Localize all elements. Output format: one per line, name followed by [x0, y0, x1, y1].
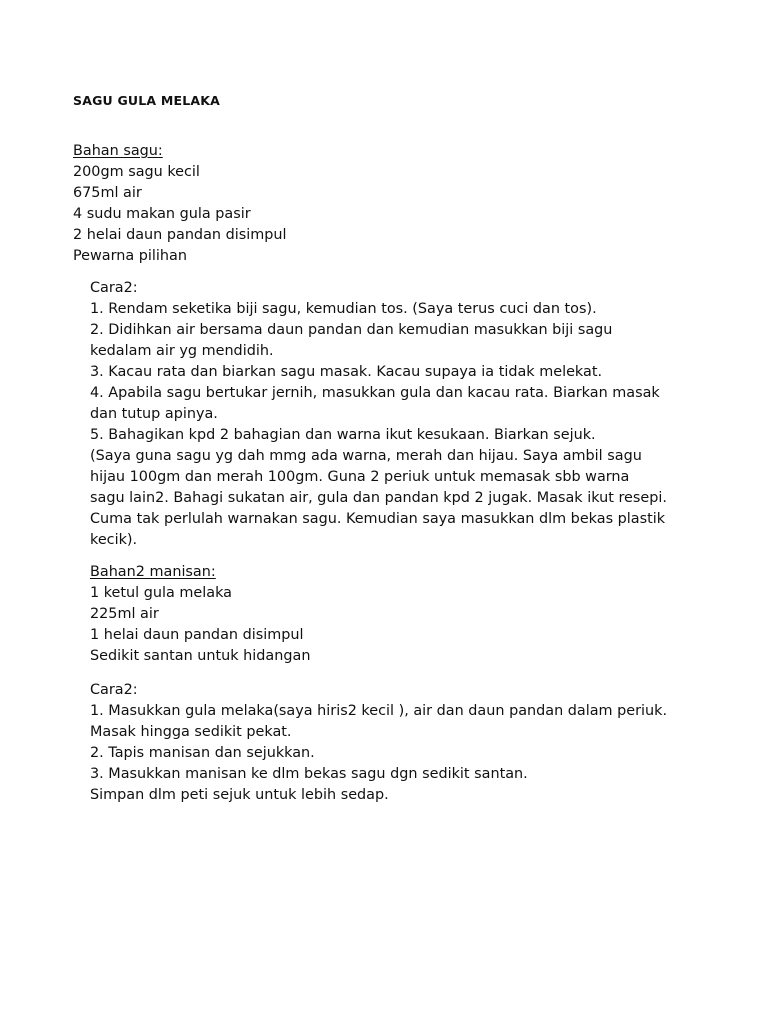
cara-manisan-heading: Cara2:	[90, 682, 138, 698]
ingredient-line: 675ml air	[73, 185, 142, 201]
step-line: hijau 100gm dan merah 100gm. Guna 2 periuk untuk memasak sbb warna	[90, 469, 630, 485]
step-line: 1. Rendam seketika biji sagu, kemudian tos. (Saya terus cuci dan tos).	[90, 301, 597, 317]
bahan-manisan-section	[90, 562, 310, 667]
step-line: 4. Apabila sagu bertukar jernih, masukkan gula dan kacau rata. Biarkan masak	[90, 385, 660, 401]
ingredient-line: 200gm sagu kecil	[73, 164, 200, 180]
step-line: sagu lain2. Bahagi sukatan air, gula dan pandan kpd 2 jugak. Masak ikut resepi.	[90, 490, 667, 506]
step-line: kecik).	[90, 532, 138, 548]
cara-manisan-section	[90, 680, 667, 806]
bahan-sagu-section	[73, 141, 287, 267]
step-line: kedalam air yg mendidih.	[90, 343, 274, 359]
step-line: (Saya guna sagu yg dah mmg ada warna, merah dan hijau. Saya ambil sagu	[90, 448, 642, 464]
ingredient-line: Sedikit santan untuk hidangan	[90, 648, 311, 664]
ingredient-line: 225ml air	[90, 606, 159, 622]
ingredient-line: 1 helai daun pandan disimpul	[90, 627, 304, 643]
recipe-title: SAGU GULA MELAKA	[73, 93, 221, 108]
ingredient-line: Pewarna pilihan	[73, 248, 187, 264]
ingredient-line: 1 ketul gula melaka	[90, 585, 232, 601]
step-line: 3. Kacau rata dan biarkan sagu masak. Kacau supaya ia tidak melekat.	[90, 364, 603, 380]
step-line: dan tutup apinya.	[90, 406, 218, 422]
step-line: Masak hingga sedikit pekat.	[90, 724, 292, 740]
step-line: Cuma tak perlulah warnakan sagu. Kemudian saya masukkan dlm bekas plastik	[90, 511, 666, 527]
bahan-sagu-heading: Bahan sagu:	[73, 143, 163, 159]
bahan-manisan-heading: Bahan2 manisan:	[90, 564, 216, 580]
ingredient-line: 2 helai daun pandan disimpul	[73, 227, 287, 243]
step-line: 3. Masukkan manisan ke dlm bekas sagu dgn sedikit santan.	[90, 766, 528, 782]
step-line: Simpan dlm peti sejuk untuk lebih sedap.	[90, 787, 389, 803]
step-line: 5. Bahagikan kpd 2 bahagian dan warna ikut kesukaan. Biarkan sejuk.	[90, 427, 596, 443]
step-line: 2. Didihkan air bersama daun pandan dan kemudian masukkan biji sagu	[90, 322, 613, 338]
step-line: 1. Masukkan gula melaka(saya hiris2 kecil ), air dan daun pandan dalam periuk.	[90, 703, 668, 719]
cara-sagu-heading: Cara2:	[90, 280, 138, 296]
cara-sagu-section	[90, 278, 667, 551]
ingredient-line: 4 sudu makan gula pasir	[73, 206, 251, 222]
step-line: 2. Tapis manisan dan sejukkan.	[90, 745, 315, 761]
